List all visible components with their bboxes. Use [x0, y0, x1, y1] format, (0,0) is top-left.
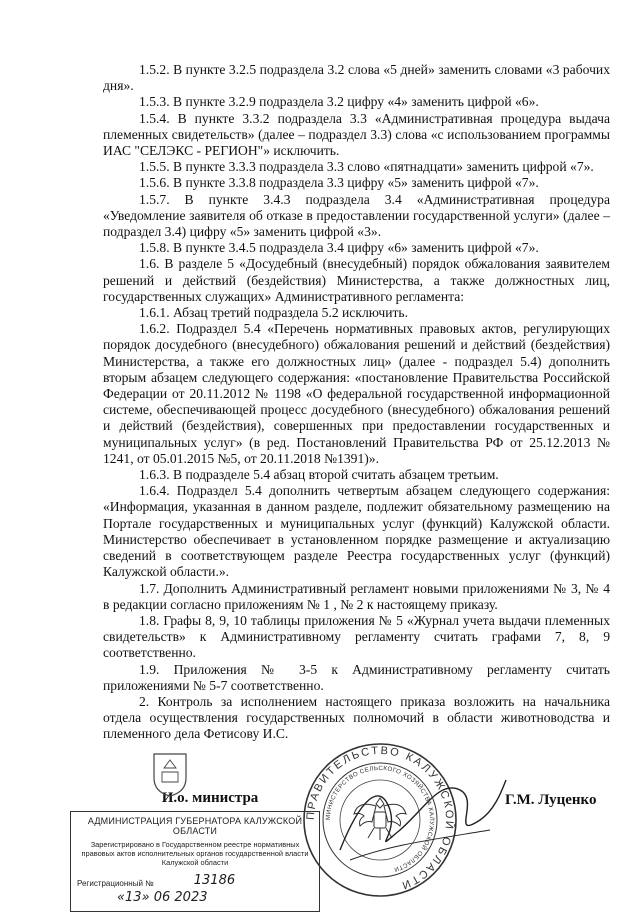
- paragraph: 1.7. Дополнить Административный регламент новыми приложениями № 3, № 4 в редакции согласно приложениям № 1 , № 2 к настоящему приказу.: [103, 580, 610, 612]
- paragraph: 1.6.1. Абзац третий подраздела 5.2 исключить.: [139, 305, 409, 321]
- paragraph: 1.5.6. В пункте 3.3.8 подраздела 3.3 цифру «5» заменить цифрой «7».: [139, 175, 539, 191]
- paragraph: 1.5.2. В пункте 3.2.5 подраздела 3.2 слова «5 дней» заменить словами «3 рабочих дня».: [103, 62, 610, 94]
- seal-inner-text: МИНИСТЕРСТВО СЕЛЬСКОГО ХОЗЯЙСТВА КАЛУЖСКОЙ ОБЛАСТИ: [324, 764, 436, 873]
- seal-outer-text: ПРАВИТЕЛЬСТВО КАЛУЖСКОЙ ОБЛАСТИ: [304, 744, 456, 892]
- registration-stamp: [70, 811, 320, 912]
- paragraph: 1.5.7. В пункте 3.4.3 подраздела 3.4 «Административная процедура «Уведомление заявителя об отказе в предоставлении государственной услуги» (далее – подраздел 3.4) цифру «5» заменить цифрой «3».: [103, 191, 610, 240]
- stamp-text: Зарегистрировано в Государственном реестре нормативных правовых актов исполнительных органов государственной власти Калужской области: [81, 840, 309, 867]
- stamp-reg-row: [77, 873, 313, 888]
- stamp-reg-label: Регистрационный №: [77, 879, 154, 888]
- paragraph: 1.6.4. Подраздел 5.4 дополнить четвертым абзацем следующего содержания: «Информация, указанная в данном разделе, подлежит обязательному размещению на Портале государственных и муниципальных услуг (функций) Калужской области. Министерство обеспечивает в установленном порядке размещение и актуализацию сведений в соответствующем разделе Реестра государственных услуг (функций) Калужской области.».: [103, 483, 610, 580]
- stamp-date: «13» 06 2023: [117, 890, 208, 905]
- signature-block: [70, 790, 320, 912]
- signatory-position: И.о. министра: [161, 790, 259, 806]
- paragraph: 1.6. В разделе 5 «Досудебный (внесудебный) порядок обжалования заявителем решений и действий (бездействия) Министерства, а также должностных лиц, государственных служащих» Административного регламента:: [103, 256, 610, 304]
- crest-icon: [150, 750, 190, 798]
- paragraph: 2. Контроль за исполнением настоящего приказа возложить на начальника отдела осуществления государственных полномочий в области животноводства и племенного дела Фетисову И.С.: [103, 693, 610, 742]
- paragraph: 1.8. Графы 8, 9, 10 таблицы приложения № 5 «Журнал учета выдачи племенных свидетельств» к Административному регламенту считать графами 7, 8, 9 соответственно.: [103, 612, 610, 661]
- paragraph: 1.5.8. В пункте 3.4.5 подраздела 3.4 цифру «6» заменить цифрой «7».: [139, 240, 539, 256]
- paragraph: 1.9. Приложения № 3-5 к Административному регламенту считать приложениями № 5-7 соответственно.: [103, 661, 610, 693]
- order-body: [103, 62, 610, 743]
- stamp-reg-number: 13186: [193, 873, 236, 888]
- signer-name: Г.М. Луценко: [505, 792, 597, 808]
- paragraph: 1.5.4. В пункте 3.3.2 подраздела 3.3 «Административная процедура выдача племенных свидетельств» (далее – подраздел 3.3) слова «с использованием программы ИАС "СЕЛЭКС - РЕГИОН"» исключить.: [103, 110, 610, 159]
- paragraph: 1.6.2. Подраздел 5.4 «Перечень нормативных правовых актов, регулирующих порядок досудебного (внесудебного) обжалования решений и действий (бездействия) Министерства, а также его должностных лиц» (далее - подраздел 5.4) дополнить вторым абзацем следующего содержания: «постановление Правительства Российской Федерации от 20.11.2012 № 1198 «О федеральной государственной информационной системе, обеспечивающей процесс досудебного (внесудебного) обжалования решений и действий (бездействия), совершенных при предоставлении государственных и муниципальных услуг» (в ред. Постановлений Правительства РФ от 25.12.2013 № 1241, от 05.01.2015 №5, от 20.11.2018 №1391)».: [103, 321, 610, 466]
- paragraph: 1.5.5. В пункте 3.3.3 подраздела 3.3 слово «пятнадцати» заменить цифрой «7».: [139, 159, 594, 175]
- handwritten-signature: [330, 760, 510, 880]
- paragraph: 1.6.3. В подразделе 5.4 абзац второй считать абзацем третьим.: [139, 467, 499, 483]
- stamp-header: АДМИНИСТРАЦИЯ ГУБЕРНАТОРА КАЛУЖСКОЙ ОБЛАСТИ: [87, 816, 303, 836]
- paragraph: 1.5.3. В пункте 3.2.9 подраздела 3.2 цифру «4» заменить цифрой «6».: [139, 94, 539, 110]
